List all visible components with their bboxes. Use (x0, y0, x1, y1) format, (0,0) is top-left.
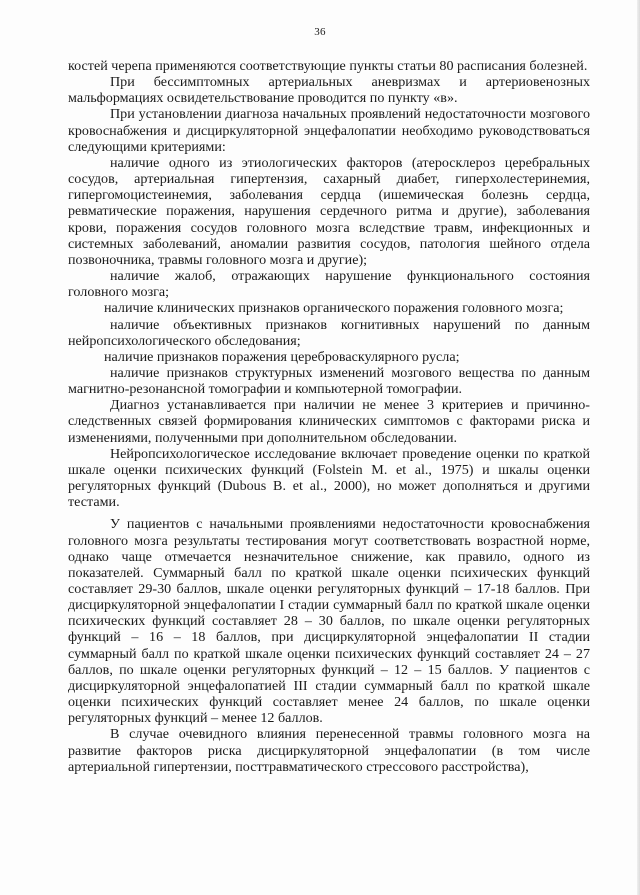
paragraph: Нейропсихологическое исследование включает проведение оценки по краткой шкале оценки психических функций (Folstein M. et al., 1975) и шкалы оценки регуляторных функций (Dubous B. et al., 2000), но может дополняться и другими тестами. (68, 445, 590, 511)
paragraph: При установлении диагноза начальных проявлений недостаточности мозгового кровоснабжения и дисциркуляторной энцефалопатии необходимо руководствоваться следующими критериями: (68, 106, 590, 155)
paragraph: При бессимптомных артериальных аневризмах и артериовенозных мальформациях освидетельствование проводится по пункту «в». (68, 74, 590, 107)
paragraph: наличие признаков структурных изменений мозгового вещества по данным магнитно-резонансной томографии и компьютерной томографии. (68, 364, 590, 398)
paragraph: наличие одного из этиологических факторов (атеросклероз церебральных сосудов, артериальная гипертензия, сахарный диабет, гиперхолестеринемия, гипергомоцистеинемия, заболевания сердца (ишемическая болезнь сердца, ревматические поражения, нарушения сердечного ритма и другие), заболевания крови, поражения сосудов головного мозга вследствие травм, инфекционных и системных заболеваний, аномалии развития сосудов, патология шейного отдела позвоночника, травмы головного мозга и другие); (68, 154, 590, 268)
paragraph: наличие жалоб, отражающих нарушение функционального состояния головного мозга; (68, 268, 590, 301)
paragraph: В случае очевидного влияния перенесенной травмы головного мозга на развитие факторов риска дисциркуляторной энцефалопатии (в том числе артериальной гипертензии, посттравматического стрессового расстройства), (68, 726, 590, 775)
page-number: 36 (314, 26, 326, 38)
document-body (68, 58, 590, 775)
paragraph: наличие клинических признаков органического поражения головного мозга; (104, 300, 564, 317)
paragraph: костей черепа применяются соответствующие пункты статьи 80 расписания болезней. (68, 58, 588, 74)
paragraph: наличие признаков поражения цереброваскулярного русла; (104, 348, 460, 365)
paragraph: наличие объективных признаков когнитивных нарушений по данным нейропсихологического обследования; (68, 316, 590, 349)
paragraph: У пациентов с начальными проявлениями недостаточности кровоснабжения головного мозга результаты тестирования могут соответствовать возрастной норме, однако чаще отмечается незначительное снижение, как правило, одного из показателей. Суммарный балл по краткой шкале оценки психических функций составляет 29-30 баллов, шкале оценки регуляторных функций – 17-18 баллов. При дисциркуляторной энцефалопатии I стадии суммарный балл по краткой шкале оценки психических функций составляет 28 – 30 баллов, по шкале оценки регуляторных функций – 16 – 18 баллов, при дисциркуляторной энцефалопатии II стадии суммарный балл по краткой шкале оценки психических функций составляет 24 – 27 баллов, по шкале оценки регуляторных функций – 12 – 15 баллов. У пациентов с дисциркуляторной энцефалопатией III стадии суммарный балл по краткой шкале оценки психических функций составляет менее 24 баллов, по шкале оценки регуляторных функций – менее 12 баллов. (68, 516, 590, 727)
paragraph: Диагноз устанавливается при наличии не менее 3 критериев и причинно-следственных связей формирования клинических симптомов с факторами риска и изменениями, полученными при дополнительном обследовании. (68, 397, 590, 446)
